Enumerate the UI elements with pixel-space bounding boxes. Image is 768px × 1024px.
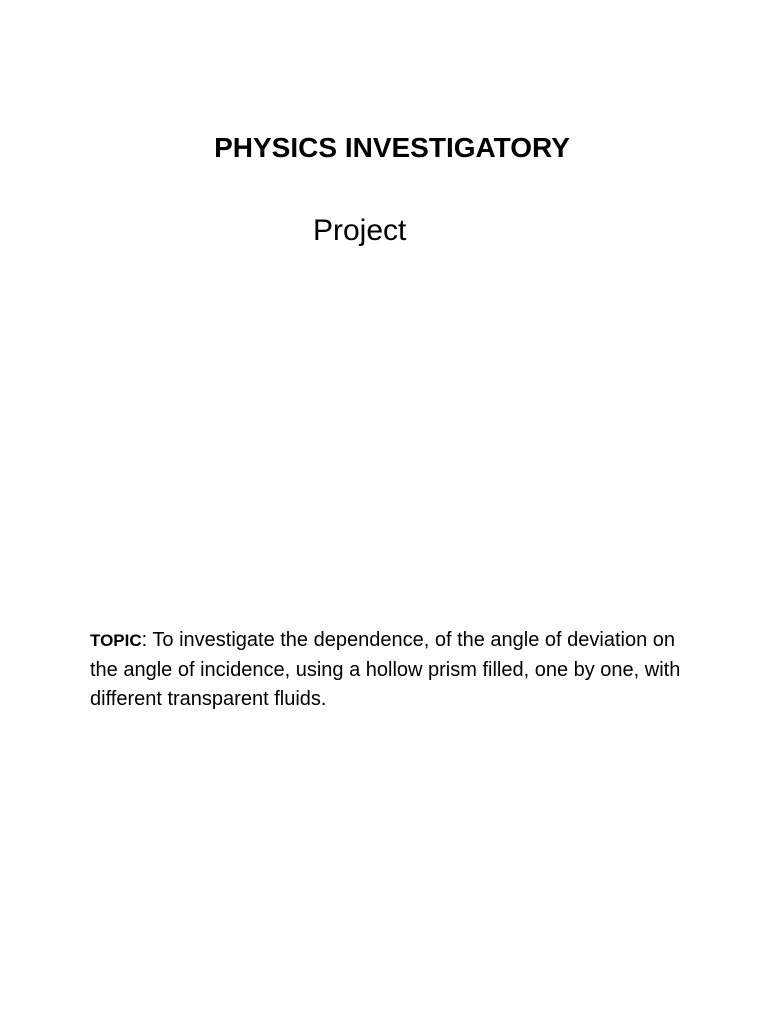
topic-text: To investigate the dependence, of the angle of deviation on the angle of incidence, using a hollow prism filled, one by one, with different transparent fluids.: [90, 629, 681, 710]
page-title: [0, 129, 768, 167]
topic-separator: :: [141, 629, 148, 651]
topic-label: TOPIC: [90, 631, 142, 650]
page-subtitle: Project: [313, 214, 407, 247]
topic-paragraph: [90, 626, 690, 715]
page-title-text: PHYSICS INVESTIGATORY: [214, 132, 570, 163]
